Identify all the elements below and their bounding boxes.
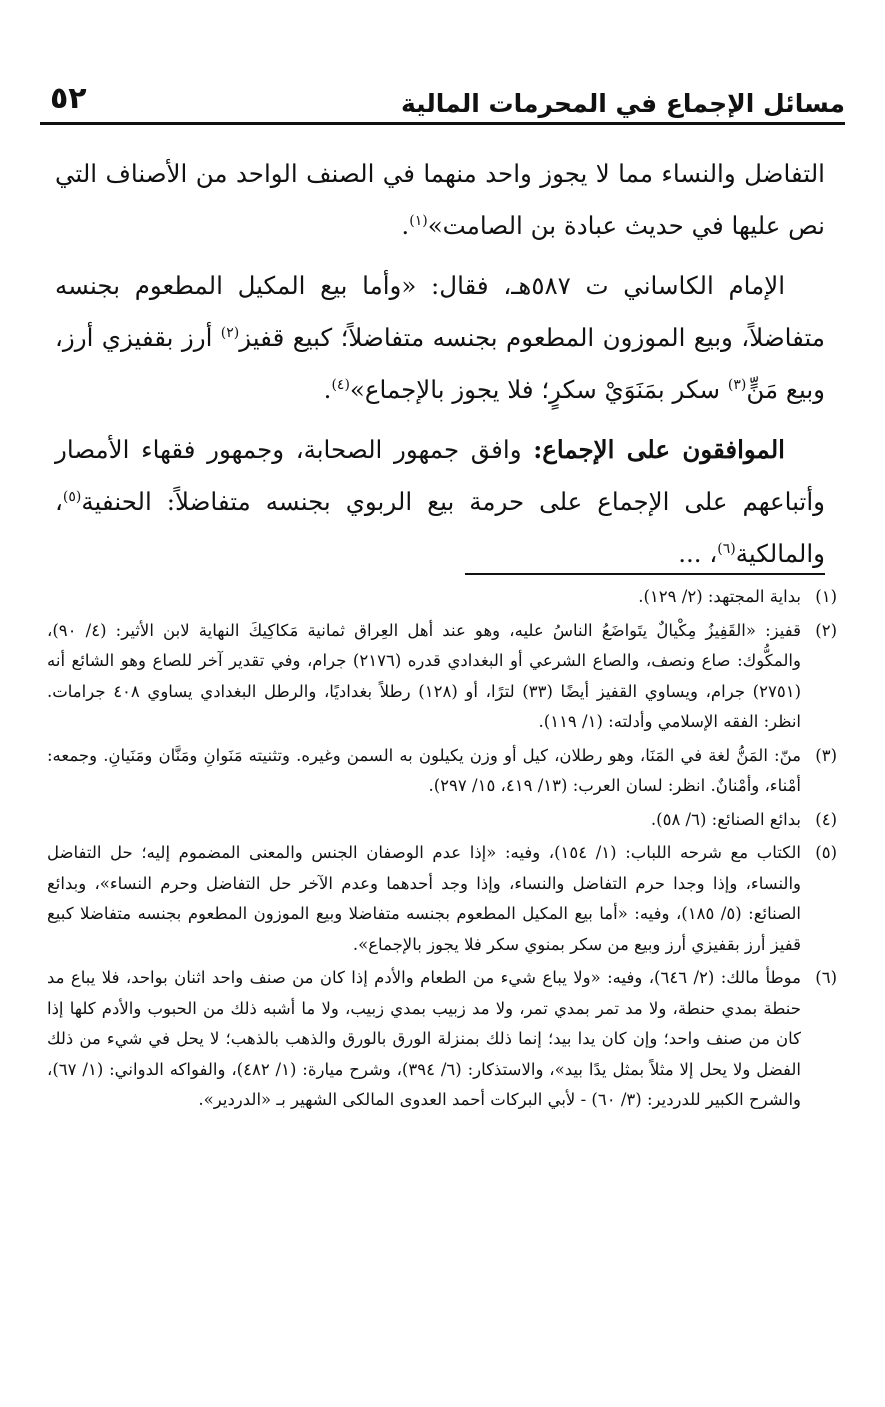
footnote-3: [47, 741, 837, 802]
footnote-text: الكتاب مع شرحه اللباب: (١/ ١٥٤)، وفيه: «إذا عدم الوصفان الجنس والمعنى المضموم إليه؛ حل التفاضل والنساء، وإذا وجدا حرم التفاضل والنساء، وإذا وجد أحدهما وعدم الآخر حل التفاضل وحرم النساء»، وبدائع الصنائع: (٥/ ١٨٥)، وفيه: «أما بيع المكيل المطعوم بجنسه متفاضلا وبيع الموزون المطعوم بجنسه متفاضلا كبيع قفيز أرز بقفيزي أرز وبيع من سكر بمنوي سكر فلا يجوز بالإجماع».: [47, 843, 802, 954]
paragraph-2: [55, 260, 825, 416]
footnote-2: [47, 616, 837, 738]
paragraph-1-end: .: [401, 211, 410, 240]
paragraph-2-text-a: الإمام الكاساني ت ٥٨٧هـ، فقال: «وأما بيع المكيل المطعوم بجنسه متفاضلاً، وبيع الموزون المطعوم بجنسه متفاضلاً؛ كبيع قفيز: [55, 271, 825, 352]
paragraph-3-text-a: وافق جمهور الصحابة، وجمهور فقهاء الأمصار وأتباعهم على الإجماع على حرمة بيع الربوي بجنسه متفاضلاً: الحنفية: [55, 435, 825, 516]
footnote-number: (٣): [815, 745, 837, 765]
footnote-text: بداية المجتهد: (٢/ ١٢٩).: [638, 587, 801, 606]
paragraph-1: [55, 148, 825, 252]
paragraph-1-text: التفاضل والنساء مما لا يجوز واحد منهما في الصنف الواحد من الأصناف التي نص عليها في حديث عبادة بن الصامت»: [55, 159, 825, 240]
footnote-text: منّ: المَنُّ لغة في المَنَا، وهو رطلان، كيل أو وزن يكيلون به السمن وغيره. وتثنيته مَنَوانِ ومَنَّان ومَنَيانِ. وجمعه: أمْناء، وأمْنانٌ. انظر: لسان العرب: (١٣/ ٤١٩، ١٥/ ٢٩٧).: [47, 745, 801, 795]
section-label: الموافقون على الإجماع:: [533, 435, 785, 464]
footnote-ref-1: (١): [409, 212, 428, 229]
paragraph-2-text-c: سكر بمَنَوَيْ سكرٍ؛ فلا يجوز بالإجماع»: [349, 375, 728, 404]
footnote-text: بدائع الصنائع: (٦/ ٥٨).: [650, 809, 801, 829]
footnote-text: موطأ مالك: (٢/ ٦٤٦)، وفيه: «ولا يباع شيء من الطعام والأدم إذا كان من صنف واحد اثنان بواحد، فلا يباع مد حنطة بمدي حنطة، ولا مد تمر بمدي تمر، ولا مد زبيب بمدي زبيب، ولا ما أشبه ذلك من الحبوب والأدم كلها إذا كان من صنف واحد؛ وإن كان يدا بيد؛ إنما ذلك بمنزلة الورق بالورق والذهب بالذهب؛ لا يحل في شيء من ذلك الفضل ولا يحل إلا مثلاً بمثل يدًا بيد»، والاستذكار: (٦/ ٣٩٤)، وشرح ميارة: (١/ ٤٨٢)، والفواكه الدواني: (١/ ٦٧)، والشرح الكبير للدردير: (٣/ ٦٠) - لأبي البركات أحمد العدوى المالكى الشهير بـ «الدردير».: [47, 968, 802, 1109]
footnote-text: قفيز: «القَفِيزُ مِكْيالٌ يتَواضَعُ الناسُ عليه، وهو عند أهل العِراق ثمانية مَكاكِيكَ النهاية لابن الأثير: (٤/ ٩٠)، والمكُّوك: صاع ونصف، والصاع الشرعي أو البغدادي قدره (٢١٧٦) جرام، وفي تقدير آخر للصاع وهو الشائع أنه (٢٧٥١) جرام، ويساوي القفيز أيضًا (٣٣) لترًا، أو (١٢٨) رطلاً بغداديًا، والرطل البغدادي يساوي ٤٠٨ جرامات. انظر: الفقه الإسلامي وأدلته: (١/ ١١٩).: [47, 620, 802, 731]
footnote-ref-3: (٣): [727, 376, 747, 393]
footnote-divider: [465, 573, 825, 575]
footnote-4: [47, 805, 837, 836]
paragraph-3-text-c: ، ...: [678, 539, 718, 568]
footnote-number: (٤): [815, 809, 837, 829]
paragraph-2-text-b: أرز بقفيزي أرز، وبيع مَنٍّ: [55, 323, 825, 404]
footnote-number: (٥): [815, 843, 837, 862]
footnote-6: [47, 963, 837, 1116]
footnotes: [47, 582, 837, 1119]
footnote-number: (١): [815, 587, 837, 606]
paragraph-2-end: .: [323, 375, 332, 404]
footnote-number: (٢): [815, 620, 837, 640]
footnote-ref-6: (٦): [717, 540, 736, 557]
main-text: [55, 148, 825, 588]
footnote-number: (٦): [815, 968, 837, 987]
paragraph-3: [55, 424, 825, 580]
running-title: مسائل الإجماع في المحرمات المالية: [400, 89, 845, 118]
footnote-ref-2: (٢): [220, 324, 240, 341]
page-number: ٥٢: [50, 81, 87, 116]
footnote-ref-4: (٤): [331, 376, 350, 393]
footnote-5: [47, 838, 837, 960]
footnote-ref-5: (٥): [62, 488, 82, 505]
paragraph-3-text-b: ، والمالكية: [55, 487, 825, 568]
footnote-1: [47, 582, 837, 613]
page-header: [40, 70, 845, 125]
